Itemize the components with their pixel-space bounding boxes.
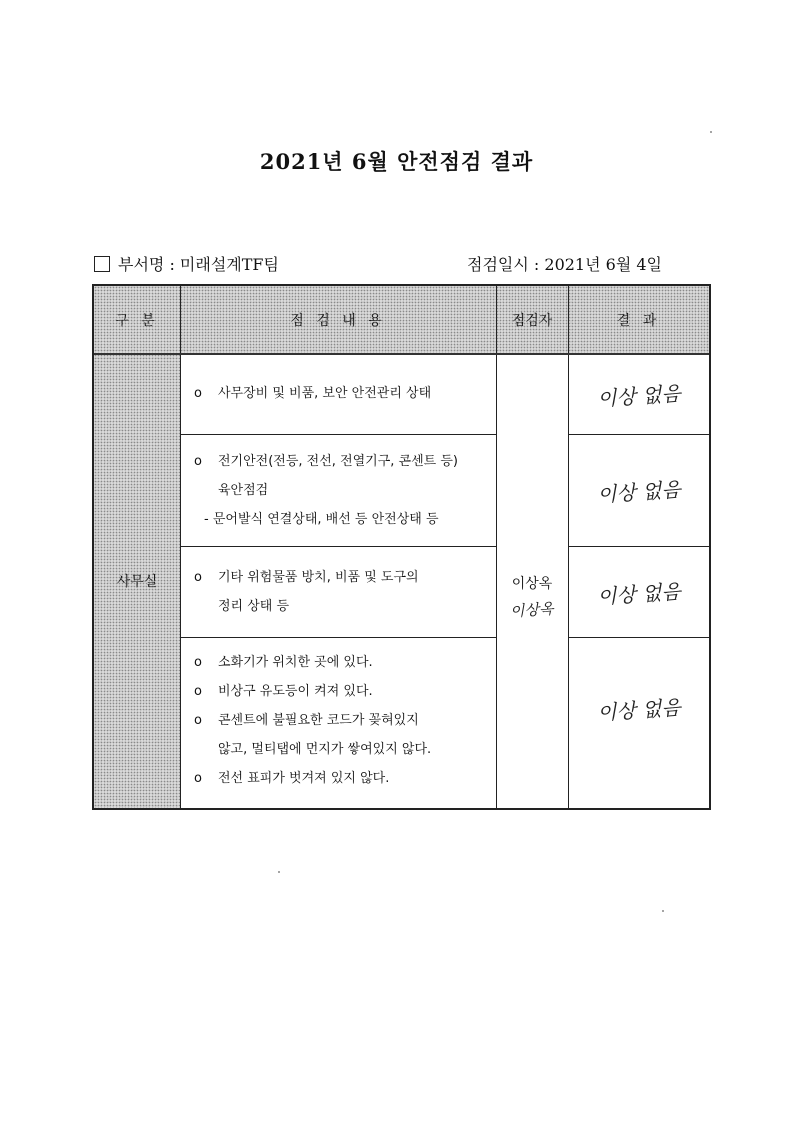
scan-speck (710, 131, 712, 133)
list-subitem: - 문어발식 연결상태, 배선 등 안전상태 등 (204, 512, 439, 527)
row-1-result: 이상 없음 (596, 380, 682, 411)
row-3-content (180, 547, 496, 637)
row-2-result: 이상 없음 (596, 477, 682, 507)
table-divider (568, 637, 709, 638)
inspector-signature: 이상옥 (509, 599, 555, 620)
list-item-continuation: 않고, 멀티탭에 먼지가 쌓여있지 않다. (218, 742, 432, 757)
list-item: o 전선 표피가 벗겨져 있지 않다. (194, 764, 496, 793)
list-item: o 전기안전(전등, 전선, 전열기구, 콘센트 등) (194, 447, 496, 476)
department-label: 부서명 : 미래설계TF팀 (118, 255, 279, 274)
scan-speck (662, 910, 664, 912)
table-divider (180, 546, 496, 547)
list-item: o 사무장비 및 비품, 보안 안전관리 상태 (194, 379, 496, 408)
page-title: 2021년 6월 안전점검 결과 (259, 149, 534, 174)
list-item-continuation: 육안점검 (218, 483, 269, 498)
bullet-icon: o (194, 771, 202, 786)
department-line (94, 252, 279, 275)
header-result: 결 과 (568, 286, 709, 353)
checkbox-icon (94, 256, 110, 272)
row-1-content (180, 354, 496, 434)
header-inspector: 점검자 (496, 286, 568, 353)
header-content: 점 검 내 용 (180, 286, 496, 353)
list-item: o 콘센트에 불필요한 코드가 꽂혀있지 (194, 706, 496, 735)
row-4-content (180, 638, 496, 808)
table-divider (180, 434, 496, 435)
category-cell (94, 354, 180, 808)
header-category: 구 분 (94, 286, 180, 353)
inspection-table (92, 284, 711, 810)
list-item: o 소화기가 위치한 곳에 있다. (194, 648, 496, 677)
bullet-icon: o (194, 713, 202, 728)
list-item: o 기타 위험물품 방치, 비품 및 도구의 (194, 563, 496, 592)
row-3-result: 이상 없음 (596, 578, 682, 609)
bullet-icon: o (194, 684, 202, 699)
list-item-continuation: 정리 상태 등 (218, 599, 290, 614)
table-divider (568, 434, 709, 435)
inspection-date: 점검일시 : 2021년 6월 4일 (467, 255, 663, 274)
table-divider (180, 286, 181, 808)
row-2-content (180, 435, 496, 546)
bullet-icon: o (194, 655, 202, 670)
table-divider (496, 286, 497, 808)
table-divider (94, 353, 709, 355)
row-4-result: 이상 없음 (596, 694, 682, 725)
inspector-cell (496, 354, 568, 808)
category-label: 사무실 (116, 574, 158, 590)
scan-speck (278, 871, 280, 873)
inspector-name: 이상옥 (511, 575, 553, 592)
table-divider (568, 546, 709, 547)
bullet-icon: o (194, 386, 202, 401)
bullet-icon: o (194, 454, 202, 469)
list-item: o 비상구 유도등이 켜져 있다. (194, 677, 496, 706)
bullet-icon: o (194, 570, 202, 585)
table-divider (568, 286, 569, 808)
table-divider (180, 637, 496, 638)
